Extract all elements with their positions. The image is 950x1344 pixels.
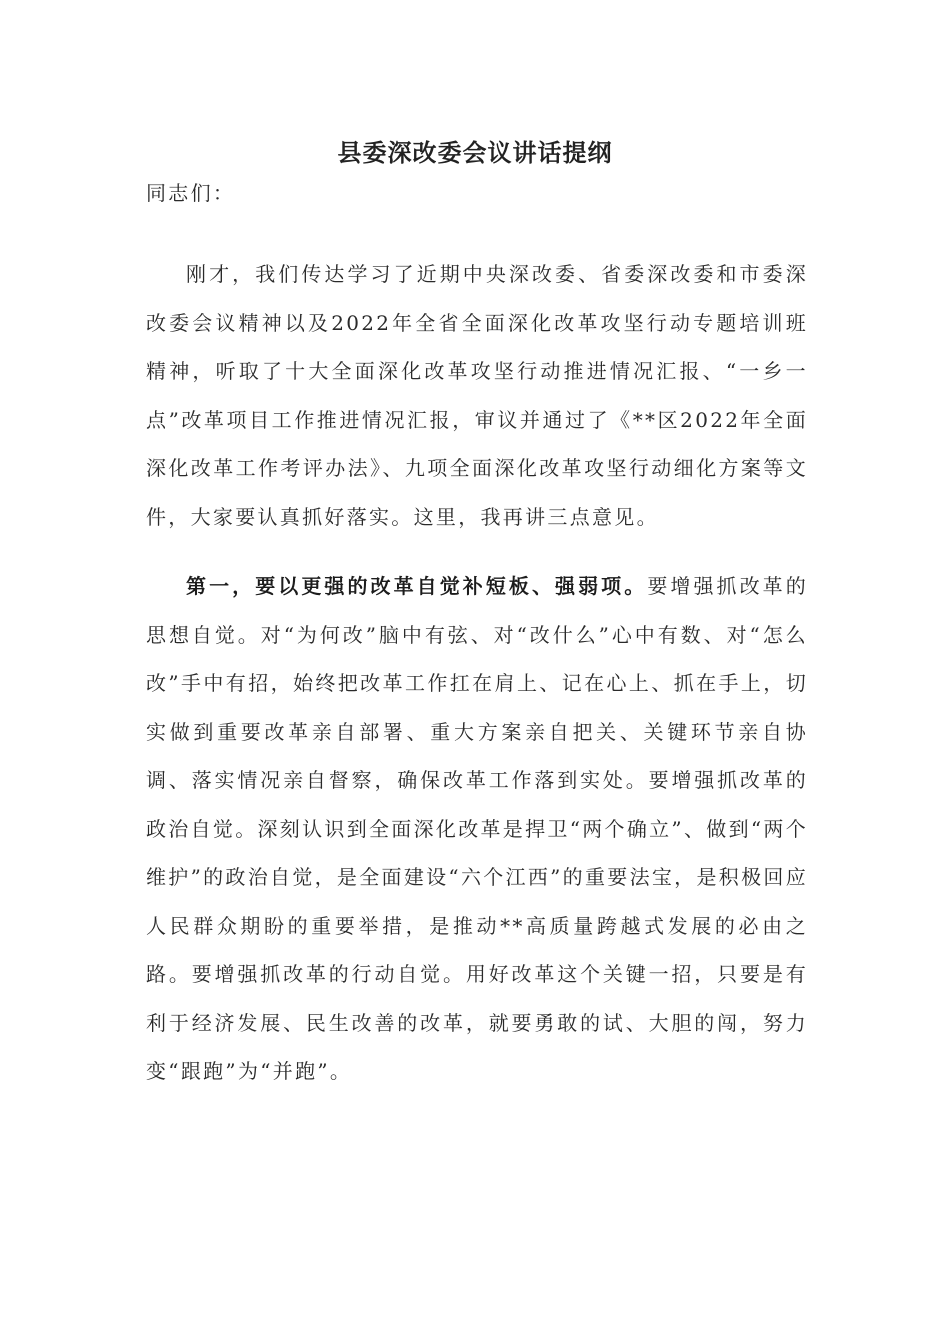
paragraph-point-one-text: 要增强抓改革的思想自觉。对“为何改”脑中有弦、对“改什么”心中有数、对“怎么改”手中有招，始终把改革工作扛在肩上、记在心上、抓在手上，切实做到重要改革亲自部署、重大方案亲自把关、关键环节亲自协调、落实情况亲自督察，确保改革工作落到实处。要增强抓改革的政治自觉。深刻认识到全面深化改革是捍卫“两个确立”、做到“两个维护”的政治自觉，是全面建设“六个江西”的重要法宝，是积极回应人民群众期盼的重要举措，是推动**高质量跨越式发展的必由之路。要增强抓改革的行动自觉。用好改革这个关键一招，只要是有利于经济发展、民生改善的改革，就要勇敢的试、大胆的闯，努力变“跟跑”为“并跑”。 <box>146 574 809 1083</box>
paragraph-lead-heading: 第一，要以更强的改革自觉补短板、强弱项。 <box>186 574 648 598</box>
paragraph-intro <box>146 250 808 541</box>
paragraph-point-one <box>146 562 808 1096</box>
document-title: 县委深改委会议讲话提纲 <box>337 138 613 167</box>
paragraph-intro-text: 刚才，我们传达学习了近期中央深改委、省委深改委和市委深改委会议精神以及2022年全省全面深化改革攻坚行动专题培训班精神，听取了十大全面深化改革攻坚行动推进情况汇报、“一乡一点”改革项目工作推进情况汇报，审议并通过了《**区2022年全面深化改革工作考评办法》、九项全面深化改革攻坚行动细化方案等文件，大家要认真抓好落实。这里，我再讲三点意见。 <box>146 262 808 529</box>
salutation: 同志们： <box>146 181 236 205</box>
